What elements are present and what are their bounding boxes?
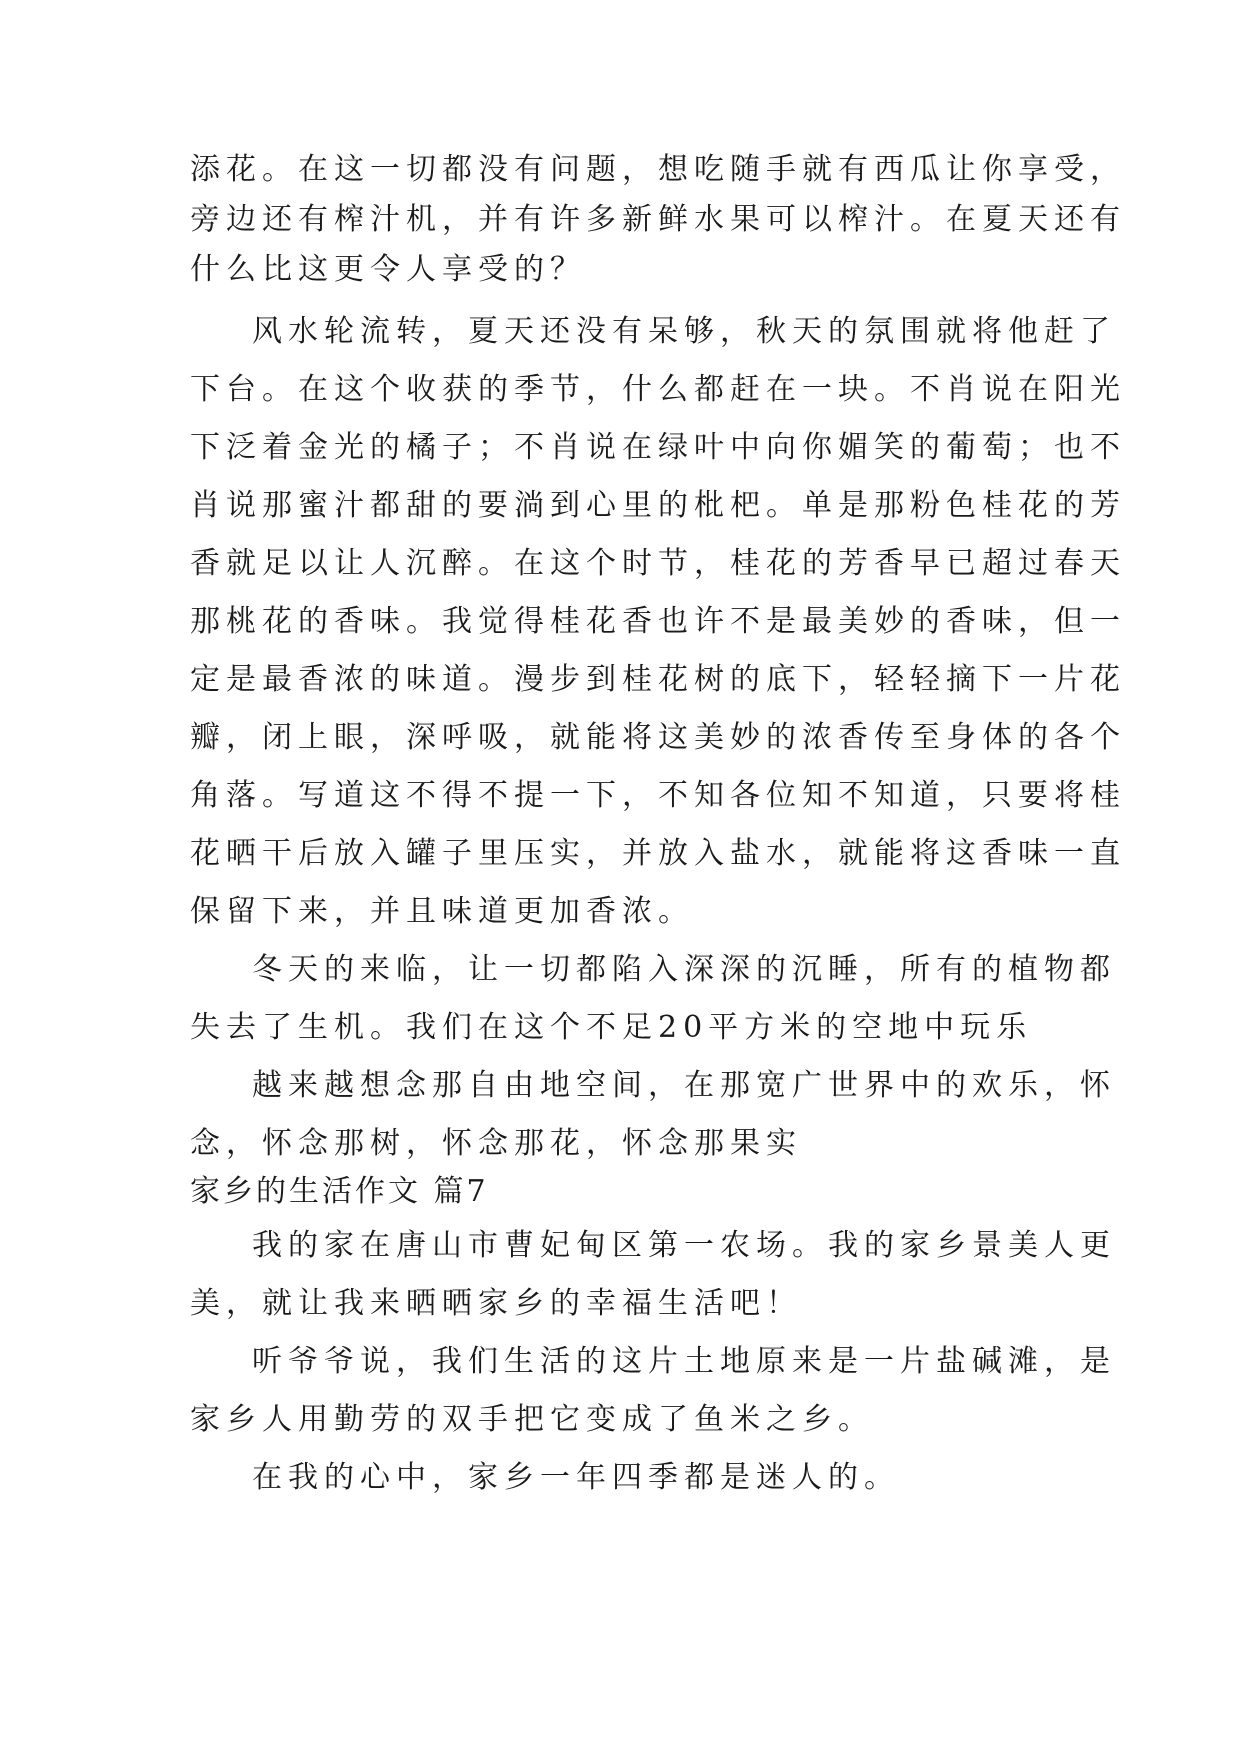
text-line: 失去了生机。我们在这个不足20平方米的空地中玩乐 [190, 1010, 1033, 1045]
text-line: 角落。写道这不得不提一下，不知各位知不知道，只要将桂 [190, 778, 1126, 813]
text-line: 旁边还有榨汁机，并有许多新鲜水果可以榨汁。在夏天还有 [190, 202, 1126, 237]
text-line: 家乡人用勤劳的双手把它变成了鱼米之乡。 [190, 1402, 874, 1437]
text-line: 美，就让我来晒晒家乡的幸福生活吧！ [190, 1286, 802, 1321]
text-line: 瓣，闭上眼，深呼吸，就能将这美妙的浓香传至身体的各个 [190, 720, 1126, 755]
text-line: 添花。在这一切都没有问题，想吃随手就有西瓜让你享受， [190, 152, 1126, 187]
text-line: 那桃花的香味。我觉得桂花香也许不是最美妙的香味，但一 [190, 604, 1126, 639]
text-line: 保留下来，并且味道更加香浓。 [190, 894, 694, 929]
paragraph-first-line: 听爷爷说，我们生活的这片土地原来是一片盐碱滩，是 [252, 1344, 1116, 1379]
paragraph-first-line: 越来越想念那自由地空间，在那宽广世界中的欢乐，怀 [252, 1068, 1116, 1103]
text-line: 花晒干后放入罐子里压实，并放入盐水，就能将这香味一直 [190, 836, 1126, 871]
paragraph-first-line: 冬天的来临，让一切都陷入深深的沉睡，所有的植物都 [252, 952, 1116, 987]
paragraph-first-line: 风水轮流转，夏天还没有呆够，秋天的氛围就将他赶了 [252, 314, 1116, 349]
text-line: 下台。在这个收获的季节，什么都赶在一块。不肖说在阳光 [190, 372, 1126, 407]
text-line: 香就足以让人沉醉。在这个时节，桂花的芳香早已超过春天 [190, 546, 1126, 581]
text-line: 肖说那蜜汁都甜的要淌到心里的枇杷。单是那粉色桂花的芳 [190, 488, 1126, 523]
text-line: 定是最香浓的味道。漫步到桂花树的底下，轻轻摘下一片花 [190, 662, 1126, 697]
text-line: 下泛着金光的橘子；不肖说在绿叶中向你媚笑的葡萄；也不 [190, 430, 1126, 465]
paragraph-first-line: 在我的心中，家乡一年四季都是迷人的。 [252, 1460, 900, 1495]
text-line: 念，怀念那树，怀念那花，怀念那果实 [190, 1126, 802, 1161]
text-line: 什么比这更令人享受的？ [190, 252, 586, 287]
paragraph-first-line: 我的家在唐山市曹妃甸区第一农场。我的家乡景美人更 [252, 1228, 1116, 1263]
section-heading: 家乡的生活作文 篇7 [190, 1174, 489, 1209]
